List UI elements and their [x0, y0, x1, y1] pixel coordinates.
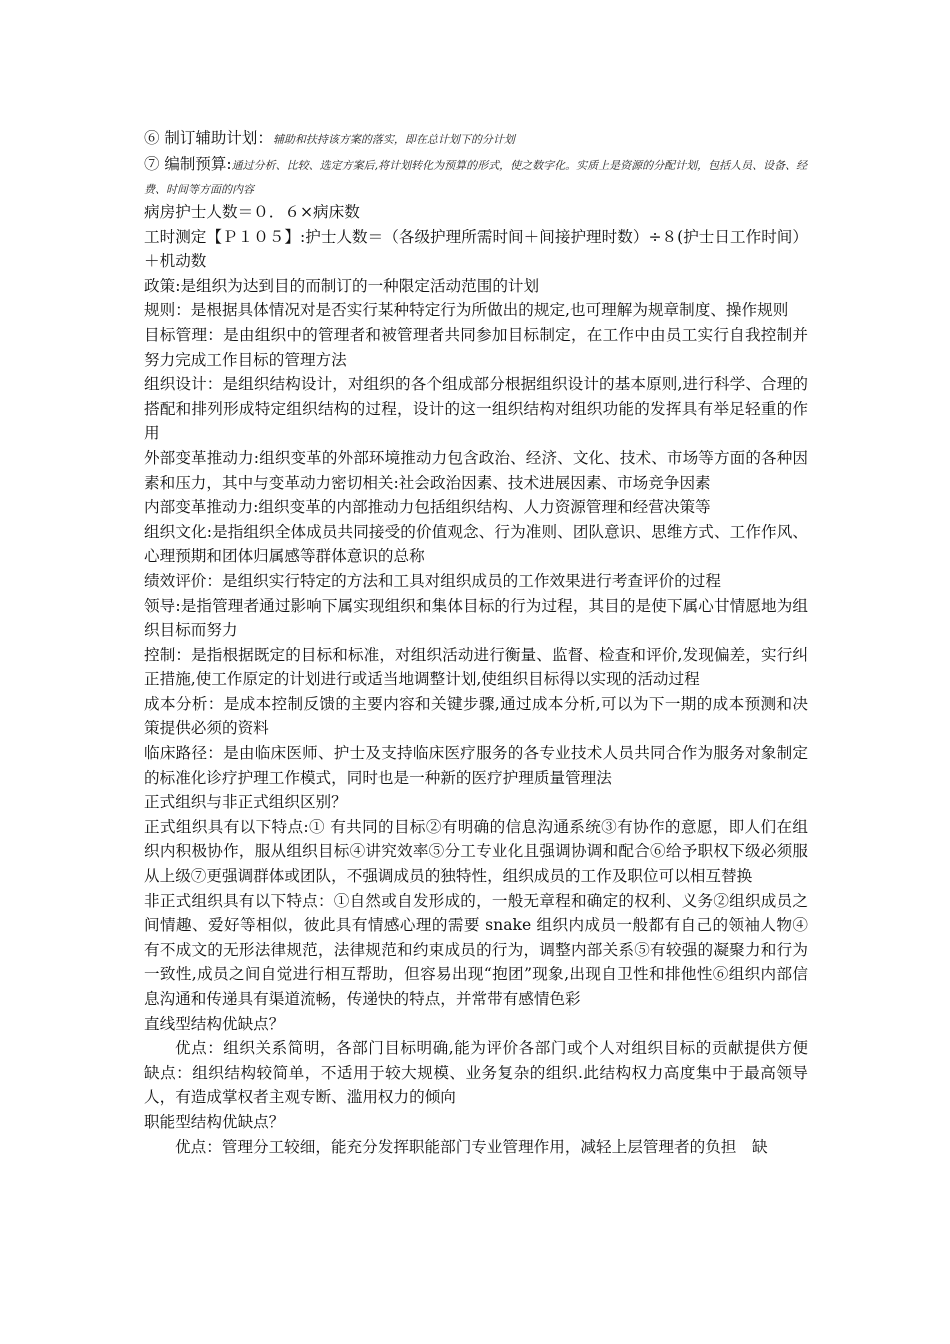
definition-internal-drivers: 内部变革推动力:组织变革的内部推动力包括组织结构、人力资源管理和经营决策等	[144, 498, 711, 517]
step-label: ⑥ 制订辅助计划：	[144, 129, 273, 147]
definition-mbo: 目标管理：是由组织中的管理者和被管理者共同参加目标制定，在工作中由员工实行自我控制并努力完成工作目标的管理方法	[144, 325, 808, 369]
question-line-structure: 直线型结构优缺点？	[144, 1014, 285, 1033]
formal-org-features: 正式组织具有以下特点:① 有共同的目标②有明确的信息沟通系统③有协作的意愿，即人们在组织内积极协作，服从组织目标④讲究效率⑤分工专业化且强调协调和配合⑥给予职权下级必须服从上级⑦更强调群体或团队，不强调成员的独特性，组织成员的工作及职位可以相互替换	[144, 817, 808, 886]
question-formal-informal: 正式组织与非正式组织区别？	[144, 793, 347, 812]
definition-performance: 绩效评价：是组织实行特定的方法和工具对组织成员的工作效果进行考查评价的过程	[144, 571, 721, 590]
question-functional-structure: 职能型结构优缺点？	[144, 1112, 285, 1131]
line-structure-pros-cons: 优点：组织关系简明，各部门目标明确,能为评价各部门或个人对组织目标的贡献提供方便 缺点：组织结构较简单，不适用于较大规模、业务复杂的组织.此结构权力高度集中于最高领导人，有造成掌权者主观专断、滥用权力的倾向	[144, 1039, 824, 1107]
nurse-count-formula: 病房护士人数＝０．６×病床数	[144, 203, 360, 221]
informal-org-features: 非正式组织具有以下特点：①自然或自发形成的，一般无章程和确定的权利、义务②组织成员之间情趣、爱好等相似，彼此具有情感心理的需要 snake 组织内成员一般都有自己的领袖人物④有不成文的无形法律规范，法律规范和约束成员的行为，调整内部关系⑤有较强的凝聚力和行为一致性,成员之间自觉进行相互帮助，但容易出现“抱团”现象,出现自卫性和排他性⑥组织内部信息沟通和传递具有渠道流畅，传递快的特点，并常带有感情色彩	[144, 891, 808, 1008]
definition-org-design: 组织设计：是组织结构设计，对组织的各个组成部分根据组织设计的基本原则,进行科学、合理的搭配和排列形成特定组织结构的过程，设计的这一组织结构对组织功能的发挥具有举足轻重的作用	[144, 375, 808, 443]
definition-rules: 规则：是根据具体情况对是否实行某种特定行为所做出的规定,也可理解为规章制度、操作规则	[144, 301, 789, 320]
plan-step-6	[144, 126, 808, 152]
definition-leadership: 领导:是指管理者通过影响下属实现组织和集体目标的行为过程，其目的是使下属心甘情愿地为组织目标而努力	[144, 596, 808, 640]
definition-org-culture: 组织文化:是指组织全体成员共同接受的价值观念、行为准则、团队意识、思维方式、工作作风、心理预期和团体归属感等群体意识的总称	[144, 522, 808, 566]
time-measurement-formula: 工时测定【Ｐ１０５】:护士人数＝（各级护理所需时间＋间接护理时数）÷８(护士日工作时间）＋机动数	[144, 227, 808, 271]
step-note: 通过分析、比较、选定方案后,将计划转化为预算的形式，使之数字化。实质上是资源的分配计划，包括人员、设备、经费、时间等方面的内容	[144, 159, 808, 196]
definition-external-drivers: 外部变革推动力:组织变革的外部环境推动力包含政治、经济、文化、技术、市场等方面的各种因素和压力，其中与变革动力密切相关:社会政治因素、技术进展因素、市场竞争因素	[144, 448, 808, 492]
step-label: ⑦ 编制预算:	[144, 155, 232, 173]
definition-clinical-pathway: 临床路径：是由临床医师、护士及支持临床医疗服务的各专业技术人员共同合作为服务对象制定的标准化诊疗护理工作模式，同时也是一种新的医疗护理质量管理法	[144, 744, 808, 787]
definition-control: 控制：是指根据既定的目标和标准，对组织活动进行衡量、监督、检查和评价,发现偏差，实行纠正措施,使工作原定的计划进行或适当地调整计划,使组织目标得以实现的活动过程	[144, 645, 808, 689]
document-body	[144, 126, 824, 1159]
definition-cost-analysis: 成本分析：是成本控制反馈的主要内容和关键步骤,通过成本分析,可以为下一期的成本预测和决策提供必须的资料	[144, 694, 808, 738]
step-note: 辅助和扶持该方案的落实，即在总计划下的分计划	[272, 133, 515, 146]
definition-policy: 政策:是组织为达到目的而制订的一种限定活动范围的计划	[144, 276, 540, 295]
functional-structure-pros-cons: 优点：管理分工较细，能充分发挥职能部门专业管理作用，减轻上层管理者的负担 缺	[175, 1137, 768, 1156]
plan-step-7	[144, 152, 808, 200]
